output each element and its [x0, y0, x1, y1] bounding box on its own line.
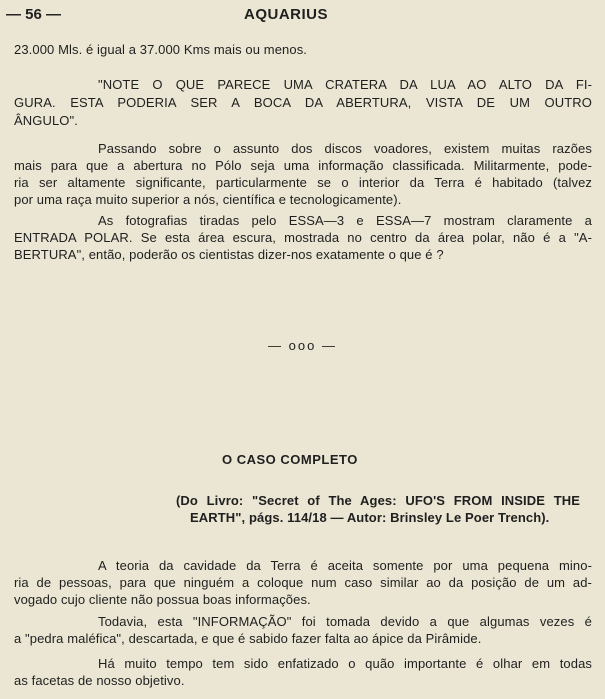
source-line-2: EARTH", págs. 114/18 — Autor: Brinsley Le Poer Trench). — [190, 510, 550, 525]
para3-line-1: A teoria da cavidade da Terra é aceita somente por uma pequena mino- — [98, 558, 592, 573]
running-title: AQUARIUS — [244, 6, 329, 23]
para3-line-2: ria de pessoas, para que ninguém a coloque num caso similar ao da posição de um ad- — [14, 575, 592, 590]
para4-line-2: a "pedra maléfica", descartada, e que é sabido fazer falta ao ápice da Pirâmide. — [14, 631, 482, 646]
intro-line: 23.000 Mls. é igual a 37.000 Kms mais ou menos. — [14, 42, 308, 57]
para1-line-4: por uma raça muito superior a nós, científica e tecnologicamente). — [14, 192, 402, 207]
para1-line-2: mais para que a abertura no Pólo seja uma informação classificada. Militarmente, pode- — [14, 158, 592, 173]
page-number: — 56 — — [6, 6, 62, 23]
quote-line-1: "NOTE O QUE PARECE UMA CRATERA DA LUA AO ALTO DA FI- — [98, 77, 592, 92]
source-line-1: (Do Livro: "Secret of The Ages: UFO'S FROM INSIDE THE — [176, 493, 580, 508]
section-separator: — ooo — — [268, 338, 337, 353]
section-title: O CASO COMPLETO — [222, 452, 358, 467]
para5-line-2: as facetas de nosso objetivo. — [14, 673, 185, 688]
para5-line-1: Há muito tempo tem sido enfatizado o quão importante é olhar em todas — [98, 656, 592, 671]
para2-line-3: BERTURA", então, poderão os cientistas dizer-nos exatamente o que é ? — [14, 247, 444, 262]
quote-line-3: ÂNGULO". — [14, 113, 78, 128]
para1-line-1: Passando sobre o assunto dos discos voadores, existem muitas razões — [98, 141, 592, 156]
para2-line-1: As fotografias tiradas pelo ESSA—3 e ESSA—7 mostram claramente a — [98, 213, 592, 228]
quote-line-2: GURA. ESTA PODERIA SER A BOCA DA ABERTURA, VISTA DE UM OUTRO — [14, 95, 592, 110]
para1-line-3: ria ser altamente significante, particularmente se o interior da Terra é habitado (talvez — [14, 175, 592, 190]
para2-line-2: ENTRADA POLAR. Se esta área escura, mostrada no centro da área polar, não é a "A- — [14, 230, 592, 245]
para3-line-3: vogado cujo cliente não possua boas informações. — [14, 592, 311, 607]
para4-line-1: Todavia, esta "INFORMAÇÃO" foi tomada devido a que algumas vezes é — [98, 614, 592, 629]
